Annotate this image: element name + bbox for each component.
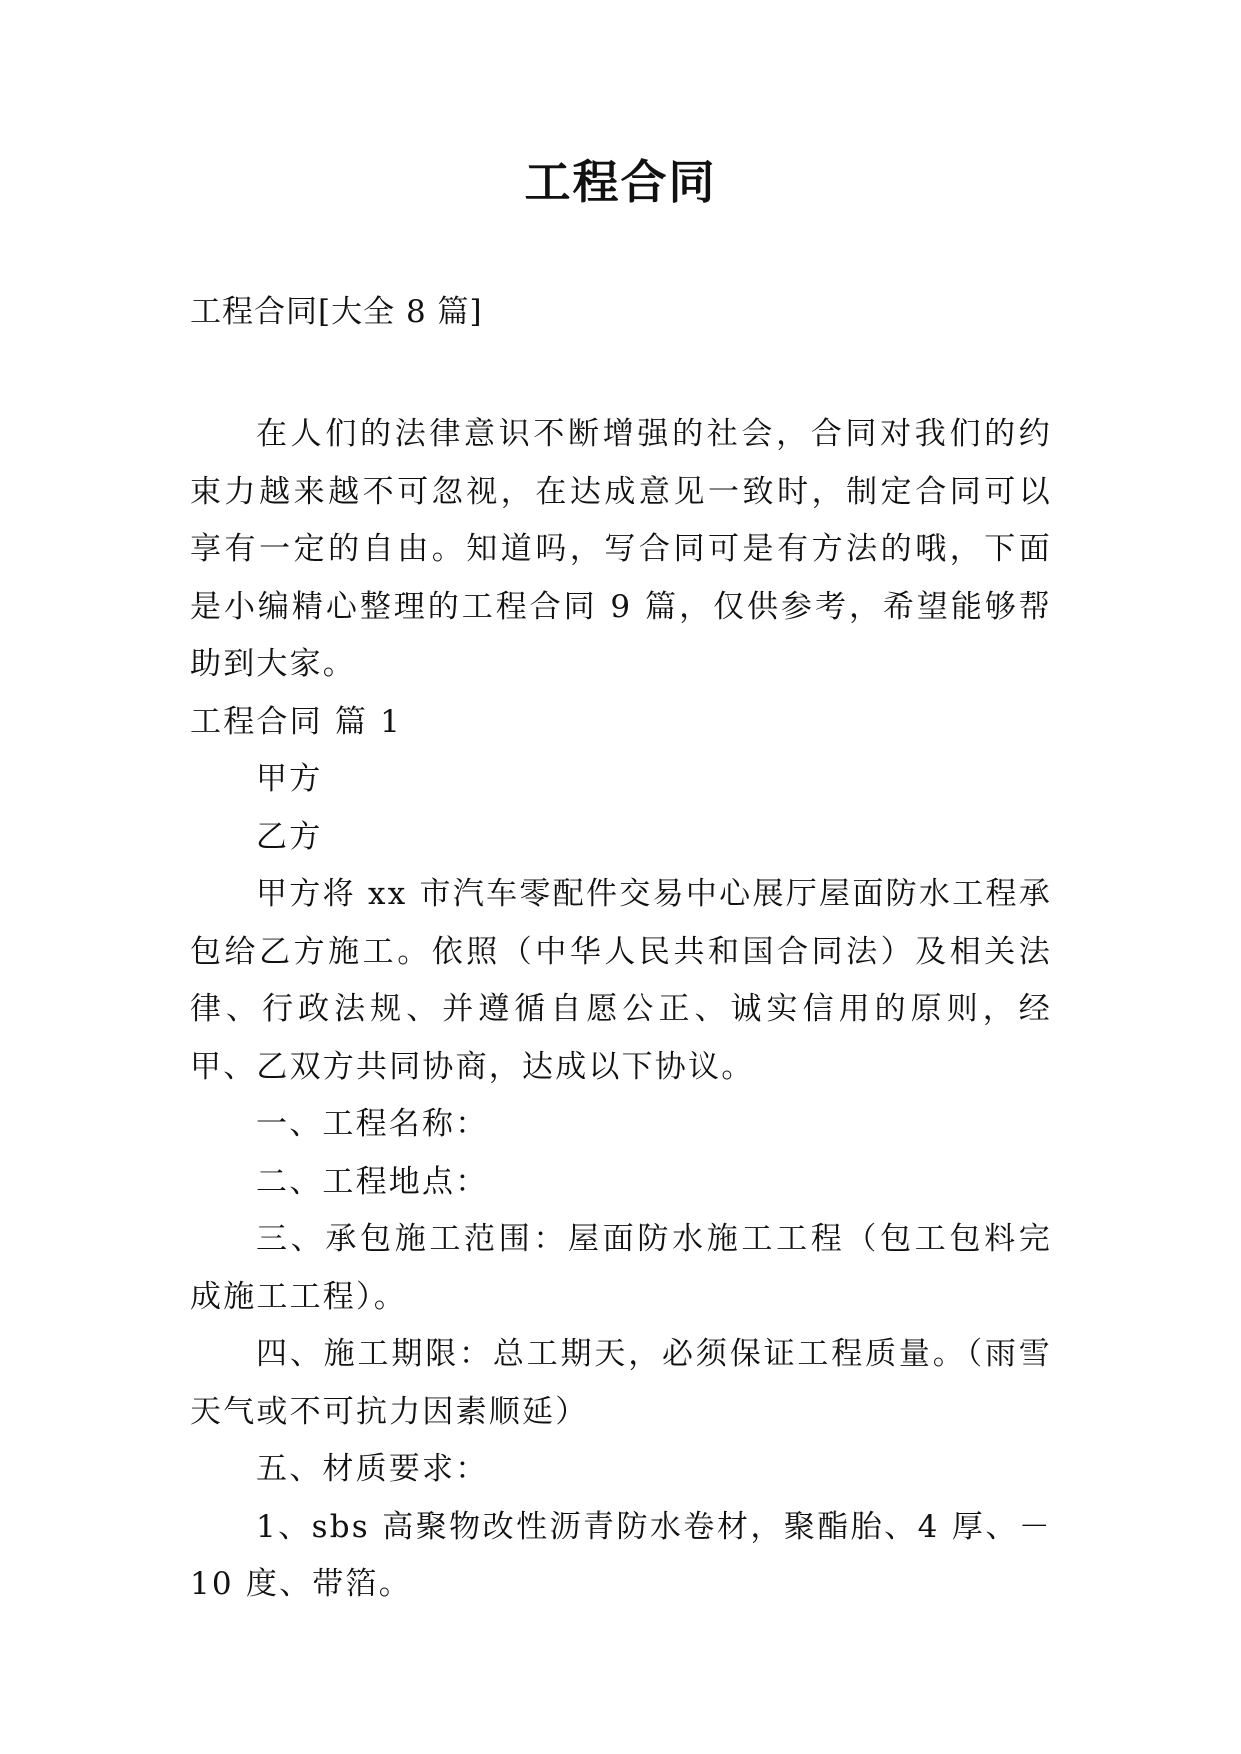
document-title: 工程合同: [524, 155, 717, 209]
paragraph-intro: 在人们的法律意识不断增强的社会，合同对我们的约束力越来越不可忽视，在达成意见一致时，制定合同可以享有一定的自由。知道吗，写合同可是有方法的哦，下面是小编精心整理的工程合同 9 篇，仅供参考，希望能够帮助到大家。: [190, 416, 1052, 682]
party-a: 甲方: [256, 761, 323, 797]
document-subtitle: 工程合同[大全 8 篇]: [190, 294, 483, 330]
section-heading: 工程合同 篇 1: [190, 703, 403, 740]
clause-project-name: 一、工程名称：: [256, 1106, 489, 1142]
document-body: [190, 406, 1052, 1614]
clause-materials-item-1: 1、sbs 高聚物改性沥青防水卷材，聚酯胎、4 厚、－10 度、带箔。: [190, 1508, 1052, 1602]
party-b: 乙方: [256, 818, 323, 855]
clause-scope: 三、承包施工范围：屋面防水施工工程（包工包料完成施工工程）。: [190, 1221, 1052, 1315]
clause-duration: 四、施工期限：总工期天，必须保证工程质量。（雨雪天气或不可抗力因素顺延）: [190, 1336, 1052, 1430]
paragraph-agreement: 甲方将 xx 市汽车零配件交易中心展厅屋面防水工程承包给乙方施工。依照（中华人民共和国合同法）及相关法律、行政法规、并遵循自愿公正、诚实信用的原则，经甲、乙双方共同协商，达成以下协议。: [190, 876, 1052, 1085]
clause-materials: 五、材质要求：: [256, 1451, 489, 1487]
clause-project-location: 二、工程地点：: [256, 1163, 489, 1200]
